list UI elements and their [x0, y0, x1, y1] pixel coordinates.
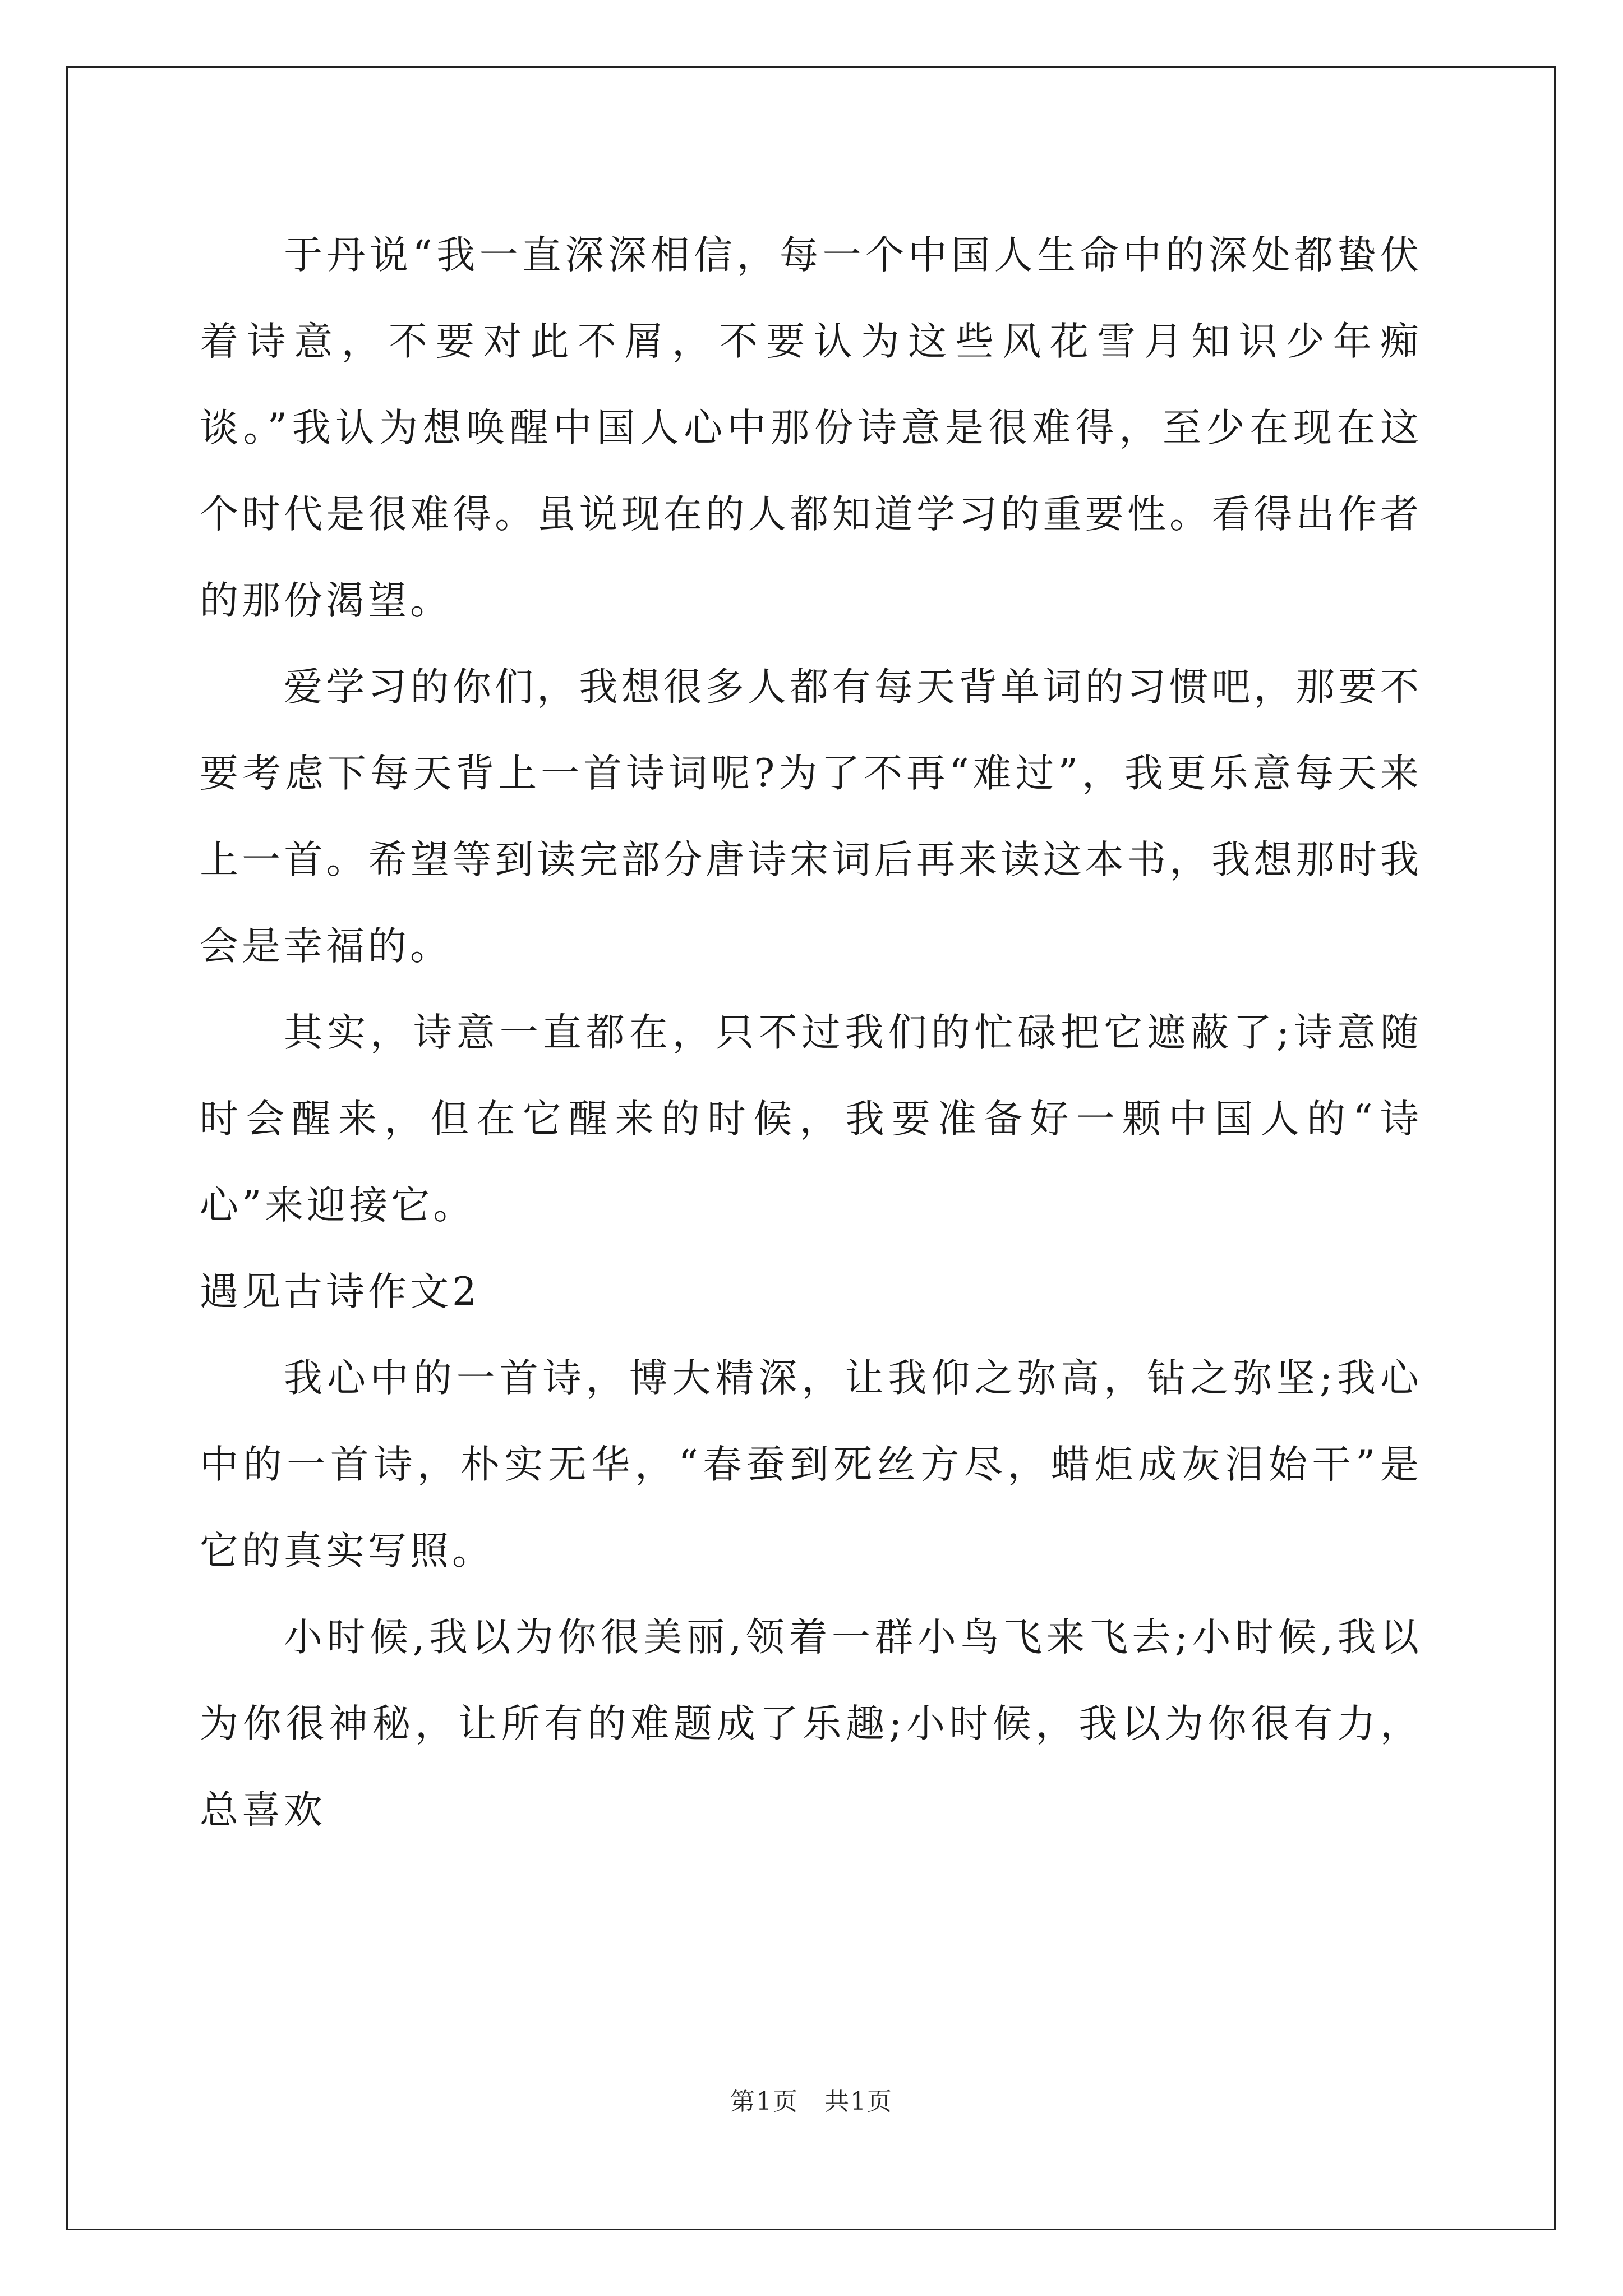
paragraph-1: 于丹说“我一直深深相信，每一个中国人生命中的深处都蛰伏着诗意，不要对此不屑，不要认为这些风花雪月知识少年痴谈。”我认为想唤醒中国人心中那份诗意是很难得，至少在现在这个时代是很难得。虽说现在的人都知道学习的重要性。看得出作者的那份渴望。	[200, 233, 1422, 623]
paragraph-3: 其实，诗意一直都在，只不过我们的忙碌把它遮蔽了;诗意随时会醒来，但在它醒来的时候，我要准备好一颗中国人的“诗心”来迎接它。	[200, 1010, 1422, 1228]
section-heading: 遇见古诗作文2	[200, 1269, 480, 1314]
page-number-footer: 第1页 共1页	[730, 2087, 893, 2116]
paragraph-2: 爱学习的你们，我想很多人都有每天背单词的习惯吧，那要不要考虑下每天背上一首诗词呢?为了不再“难过”，我更乐意每天来上一首。希望等到读完部分唐诗宋词后再来读这本书，我想那时我会是幸福的。	[200, 665, 1422, 969]
paragraph-5: 小时候,我以为你很美丽,领着一群小鸟飞来飞去;小时候,我以为你很神秘，让所有的难题成了乐趣;小时候，我以为你很有力，总喜欢	[200, 1615, 1422, 1833]
paragraph-4: 我心中的一首诗，博大精深，让我仰之弥高，钻之弥坚;我心中的一首诗，朴实无华，“春蚕到死丝方尽，蜡炬成灰泪始干”是它的真实写照。	[200, 1356, 1422, 1573]
document-body	[200, 212, 1422, 1853]
